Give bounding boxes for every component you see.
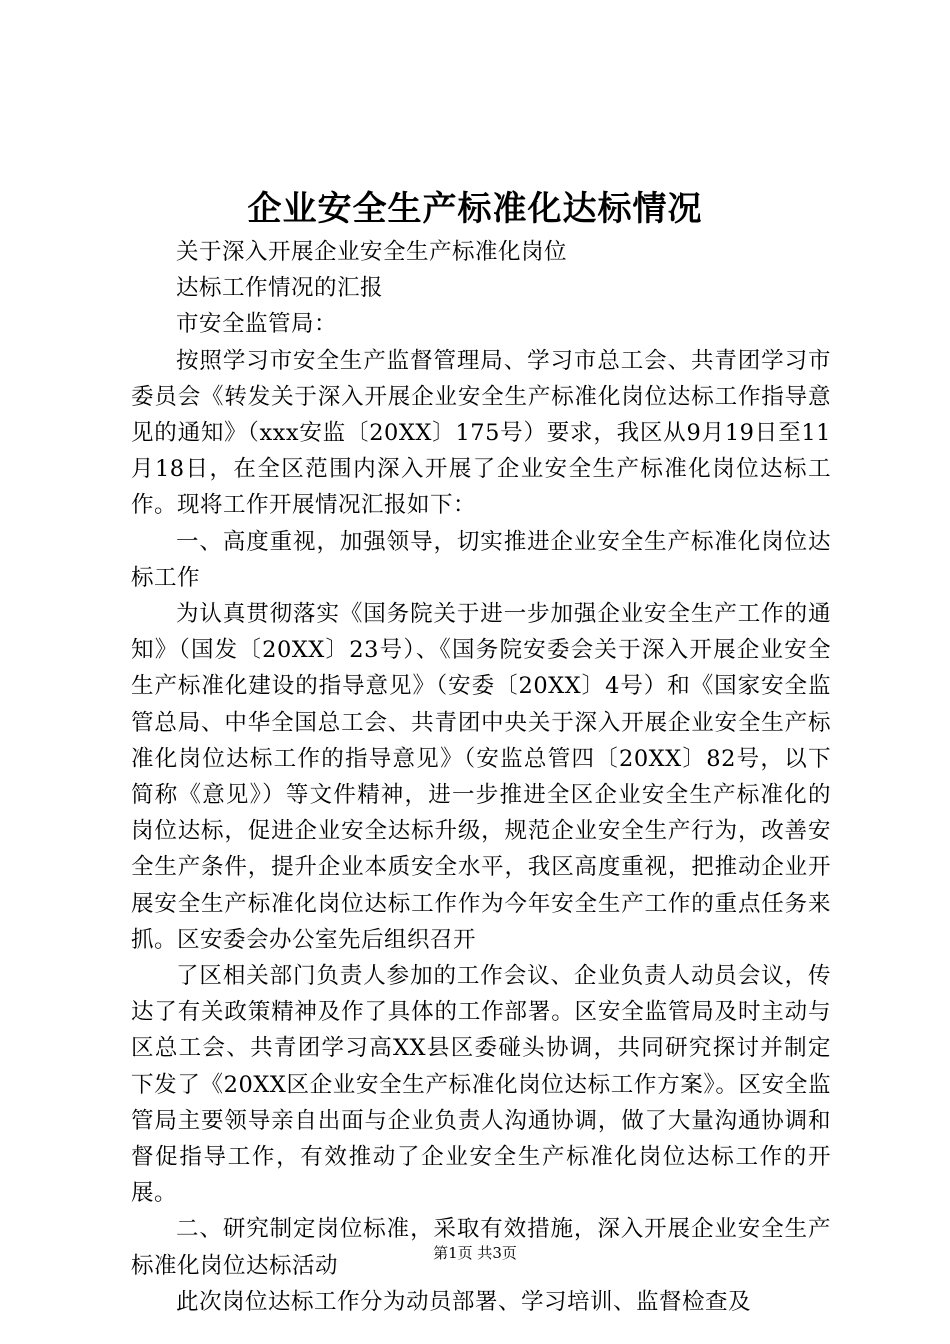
document-title: 企业安全生产标准化达标情况 xyxy=(247,189,703,229)
paragraph-section-1: 为认真贯彻落实《国务院关于进一步加强企业安全生产工作的通知》（国发〔20XX〕23号）、《国务院安委会关于深入开展企业安全生产标准化建设的指导意见》（安委〔20XX〕4号）和《国家安全监管总局、中华全国总工会、共青团中央关于深入开展企业安全生产标准化岗位达标工作的指导意见》（安监总管四〔20XX〕82号，以下简称《意见》）等文件精神，进一步推进全区企业安全生产标准化的岗位达标，促进企业安全达标升级，规范企业安全生产行为，改善安全生产条件，提升企业本质安全水平，我区高度重视，把推动企业开展安全生产标准化岗位达标工作作为今年安全生产工作的重点任务来抓。区安委会办公室先后组织召开 xyxy=(131,601,831,953)
paragraph-section-1-cont: 了区相关部门负责人参加的工作会议、企业负责人动员会议，传达了有关政策精神及作了具体的工作部署。区安全监管局及时主动与区总工会、共青团学习高XX县区委碰头协调，共同研究探讨并制定下发了《20XX区企业安全生产标准化岗位达标工作方案》。区安全监管局主要领导亲自出面与企业负责人沟通协调，做了大量沟通协调和督促指导工作，有效推动了企业安全生产标准化岗位达标工作的开展。 xyxy=(131,963,831,1207)
subtitle-line-1: 关于深入开展企业安全生产标准化岗位 xyxy=(176,239,568,265)
section-heading-1: 一、高度重视，加强领导，切实推进企业安全生产标准化岗位达标工作 xyxy=(131,528,831,591)
paragraph-section-2: 此次岗位达标工作分为动员部署、学习培训、监督检查及 xyxy=(176,1288,752,1315)
document-body xyxy=(131,234,831,1320)
page-footer: 第1页 共3页 xyxy=(433,1244,517,1262)
subtitle-line-2: 达标工作情况的汇报 xyxy=(176,275,384,302)
salutation: 市安全监管局： xyxy=(176,311,338,338)
paragraph-intro: 按照学习市安全生产监督管理局、学习市总工会、共青团学习市委员会《转发关于深入开展企业安全生产标准化岗位达标工作指导意见的通知》（xxx安监〔20XX〕175号）要求，我区从9月19日至11月18日，在全区范围内深入开展了企业安全生产标准化岗位达标工作。现将工作开展情况汇报如下： xyxy=(131,347,831,519)
section-heading-2: 二、研究制定岗位标准，采取有效措施，深入开展企业安全生产标准化岗位达标活动 xyxy=(131,1216,831,1279)
